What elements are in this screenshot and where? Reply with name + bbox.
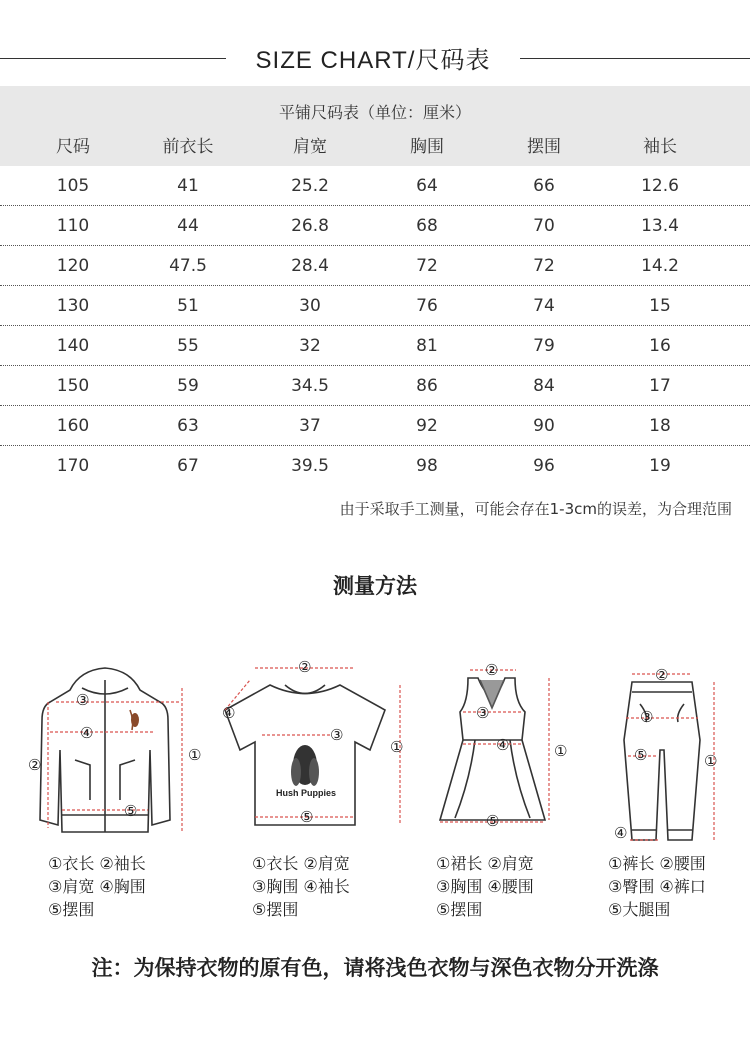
legend-pants-line-3: ⑤大腿围 — [608, 900, 671, 919]
tshirt-num-4: ④ — [222, 704, 236, 722]
legend-tshirt-line-2: ③胸围 ④袖长 — [252, 877, 350, 896]
cell-length: 59 — [177, 376, 199, 396]
legend-tshirt — [252, 852, 350, 921]
tshirt-num-2: ② — [298, 658, 312, 676]
measurement-note: 由于采取手工测量，可能会存在1-3cm的误差，为合理范围 — [339, 500, 732, 518]
cell-sleeve: 19 — [649, 456, 671, 476]
column-headers — [0, 132, 750, 156]
hush-puppies-dog-icon — [291, 745, 319, 786]
table-row — [0, 166, 750, 206]
cell-shoulder: 28.4 — [291, 256, 329, 276]
cell-length: 44 — [177, 216, 199, 236]
table-row — [0, 446, 750, 486]
cell-hem: 84 — [533, 376, 555, 396]
cell-length: 41 — [177, 176, 199, 196]
cell-hem: 72 — [533, 256, 555, 276]
cell-size: 130 — [56, 296, 90, 316]
legend-pants-line-1: ①裤长 ②腰围 — [608, 854, 706, 873]
title-divider-left — [0, 58, 226, 59]
col-header-size: 尺码 — [56, 137, 90, 157]
pants-num-2: ② — [655, 666, 669, 684]
legend-jacket — [48, 852, 146, 921]
cell-size: 160 — [56, 416, 90, 436]
cell-chest: 92 — [416, 416, 438, 436]
cell-size: 120 — [56, 256, 90, 276]
legend-pants — [608, 852, 706, 921]
cell-size: 110 — [56, 216, 90, 236]
cell-chest: 86 — [416, 376, 438, 396]
cell-length: 63 — [177, 416, 199, 436]
cell-shoulder: 26.8 — [291, 216, 329, 236]
title-row — [0, 36, 750, 80]
table-row — [0, 406, 750, 446]
page-title: SIZE CHART/尺码表 — [255, 47, 491, 74]
pants-num-3: ③ — [640, 708, 654, 726]
cell-sleeve: 12.6 — [641, 176, 679, 196]
col-header-chest: 胸围 — [410, 137, 444, 157]
cell-sleeve: 15 — [649, 296, 671, 316]
cell-size: 170 — [56, 456, 90, 476]
table-row — [0, 206, 750, 246]
cell-size: 105 — [56, 176, 90, 196]
cell-shoulder: 25.2 — [291, 176, 329, 196]
size-table-header — [0, 86, 750, 166]
table-row — [0, 326, 750, 366]
legend-dress-line-1: ①裙长 ②肩宽 — [436, 854, 534, 873]
cell-length: 55 — [177, 336, 199, 356]
cell-shoulder: 37 — [299, 416, 321, 436]
cell-sleeve: 18 — [649, 416, 671, 436]
care-note: 注：为保持衣物的原有色，请将浅色衣物与深色衣物分开洗涤 — [91, 956, 659, 980]
cell-length: 47.5 — [169, 256, 207, 276]
tshirt-num-5: ⑤ — [300, 808, 314, 826]
diagrams-svg — [0, 640, 750, 850]
pants-num-1: ① — [704, 752, 718, 770]
jacket-num-4: ④ — [80, 724, 94, 742]
cell-size: 140 — [56, 336, 90, 356]
tshirt-num-1: ① — [390, 738, 404, 756]
jacket-num-3: ③ — [76, 691, 90, 709]
table-subtitle: 平铺尺码表（单位：厘米） — [278, 103, 471, 122]
method-title: 测量方法 — [333, 574, 417, 598]
dress-illustration — [440, 678, 545, 820]
jacket-num-5: ⑤ — [124, 802, 138, 820]
cell-shoulder: 39.5 — [291, 456, 329, 476]
dress-num-3: ③ — [476, 704, 490, 722]
cell-shoulder: 32 — [299, 336, 321, 356]
legend-jacket-line-2: ③肩宽 ④胸围 — [48, 877, 146, 896]
cell-hem: 66 — [533, 176, 555, 196]
cell-chest: 72 — [416, 256, 438, 276]
legend-dress-line-2: ③胸围 ④腰围 — [436, 877, 534, 896]
tshirt-logo-text: Hush Puppies — [275, 788, 337, 798]
legend-dress-line-3: ⑤摆围 — [436, 900, 483, 919]
table-row — [0, 366, 750, 406]
cell-length: 51 — [177, 296, 199, 316]
jacket-illustration — [40, 668, 170, 832]
tshirt-num-3: ③ — [330, 726, 344, 744]
diagram-numbers — [28, 658, 717, 842]
cell-chest: 76 — [416, 296, 438, 316]
legend-dress — [436, 852, 534, 921]
cell-hem: 90 — [533, 416, 555, 436]
cell-sleeve: 14.2 — [641, 256, 679, 276]
cell-chest: 98 — [416, 456, 438, 476]
legend-pants-line-2: ③臀围 ④裤口 — [608, 877, 706, 896]
legend-jacket-line-1: ①衣长 ②袖长 — [48, 854, 146, 873]
cell-chest: 68 — [416, 216, 438, 236]
dress-num-1: ① — [554, 742, 568, 760]
cell-shoulder: 34.5 — [291, 376, 329, 396]
cell-sleeve: 17 — [649, 376, 671, 396]
dress-num-2: ② — [485, 661, 499, 679]
jacket-num-2: ② — [28, 756, 42, 774]
title-divider-right — [520, 58, 750, 59]
measurement-diagrams — [0, 640, 750, 850]
col-header-hem: 摆围 — [527, 137, 561, 157]
cell-hem: 74 — [533, 296, 555, 316]
legend-jacket-line-3: ⑤摆围 — [48, 900, 95, 919]
cell-chest: 64 — [416, 176, 438, 196]
pants-num-4: ④ — [614, 824, 628, 842]
cell-sleeve: 16 — [649, 336, 671, 356]
size-table-body — [0, 166, 750, 486]
pants-num-5: ⑤ — [634, 746, 648, 764]
cell-chest: 81 — [416, 336, 438, 356]
dress-num-4: ④ — [496, 736, 510, 754]
cell-hem: 79 — [533, 336, 555, 356]
table-row — [0, 246, 750, 286]
jacket-dog-icon — [131, 713, 139, 727]
cell-shoulder: 30 — [299, 296, 321, 316]
cell-sleeve: 13.4 — [641, 216, 679, 236]
jacket-num-1: ① — [188, 746, 202, 764]
col-header-length: 前衣长 — [162, 137, 214, 157]
legend-tshirt-line-3: ⑤摆围 — [252, 900, 299, 919]
dress-num-5: ⑤ — [486, 812, 500, 830]
legend-tshirt-line-1: ①衣长 ②肩宽 — [252, 854, 350, 873]
cell-length: 67 — [177, 456, 199, 476]
cell-hem: 96 — [533, 456, 555, 476]
cell-size: 150 — [56, 376, 90, 396]
table-row — [0, 286, 750, 326]
cell-hem: 70 — [533, 216, 555, 236]
col-header-shoulder: 肩宽 — [293, 137, 327, 157]
col-header-sleeve: 袖长 — [643, 137, 677, 157]
